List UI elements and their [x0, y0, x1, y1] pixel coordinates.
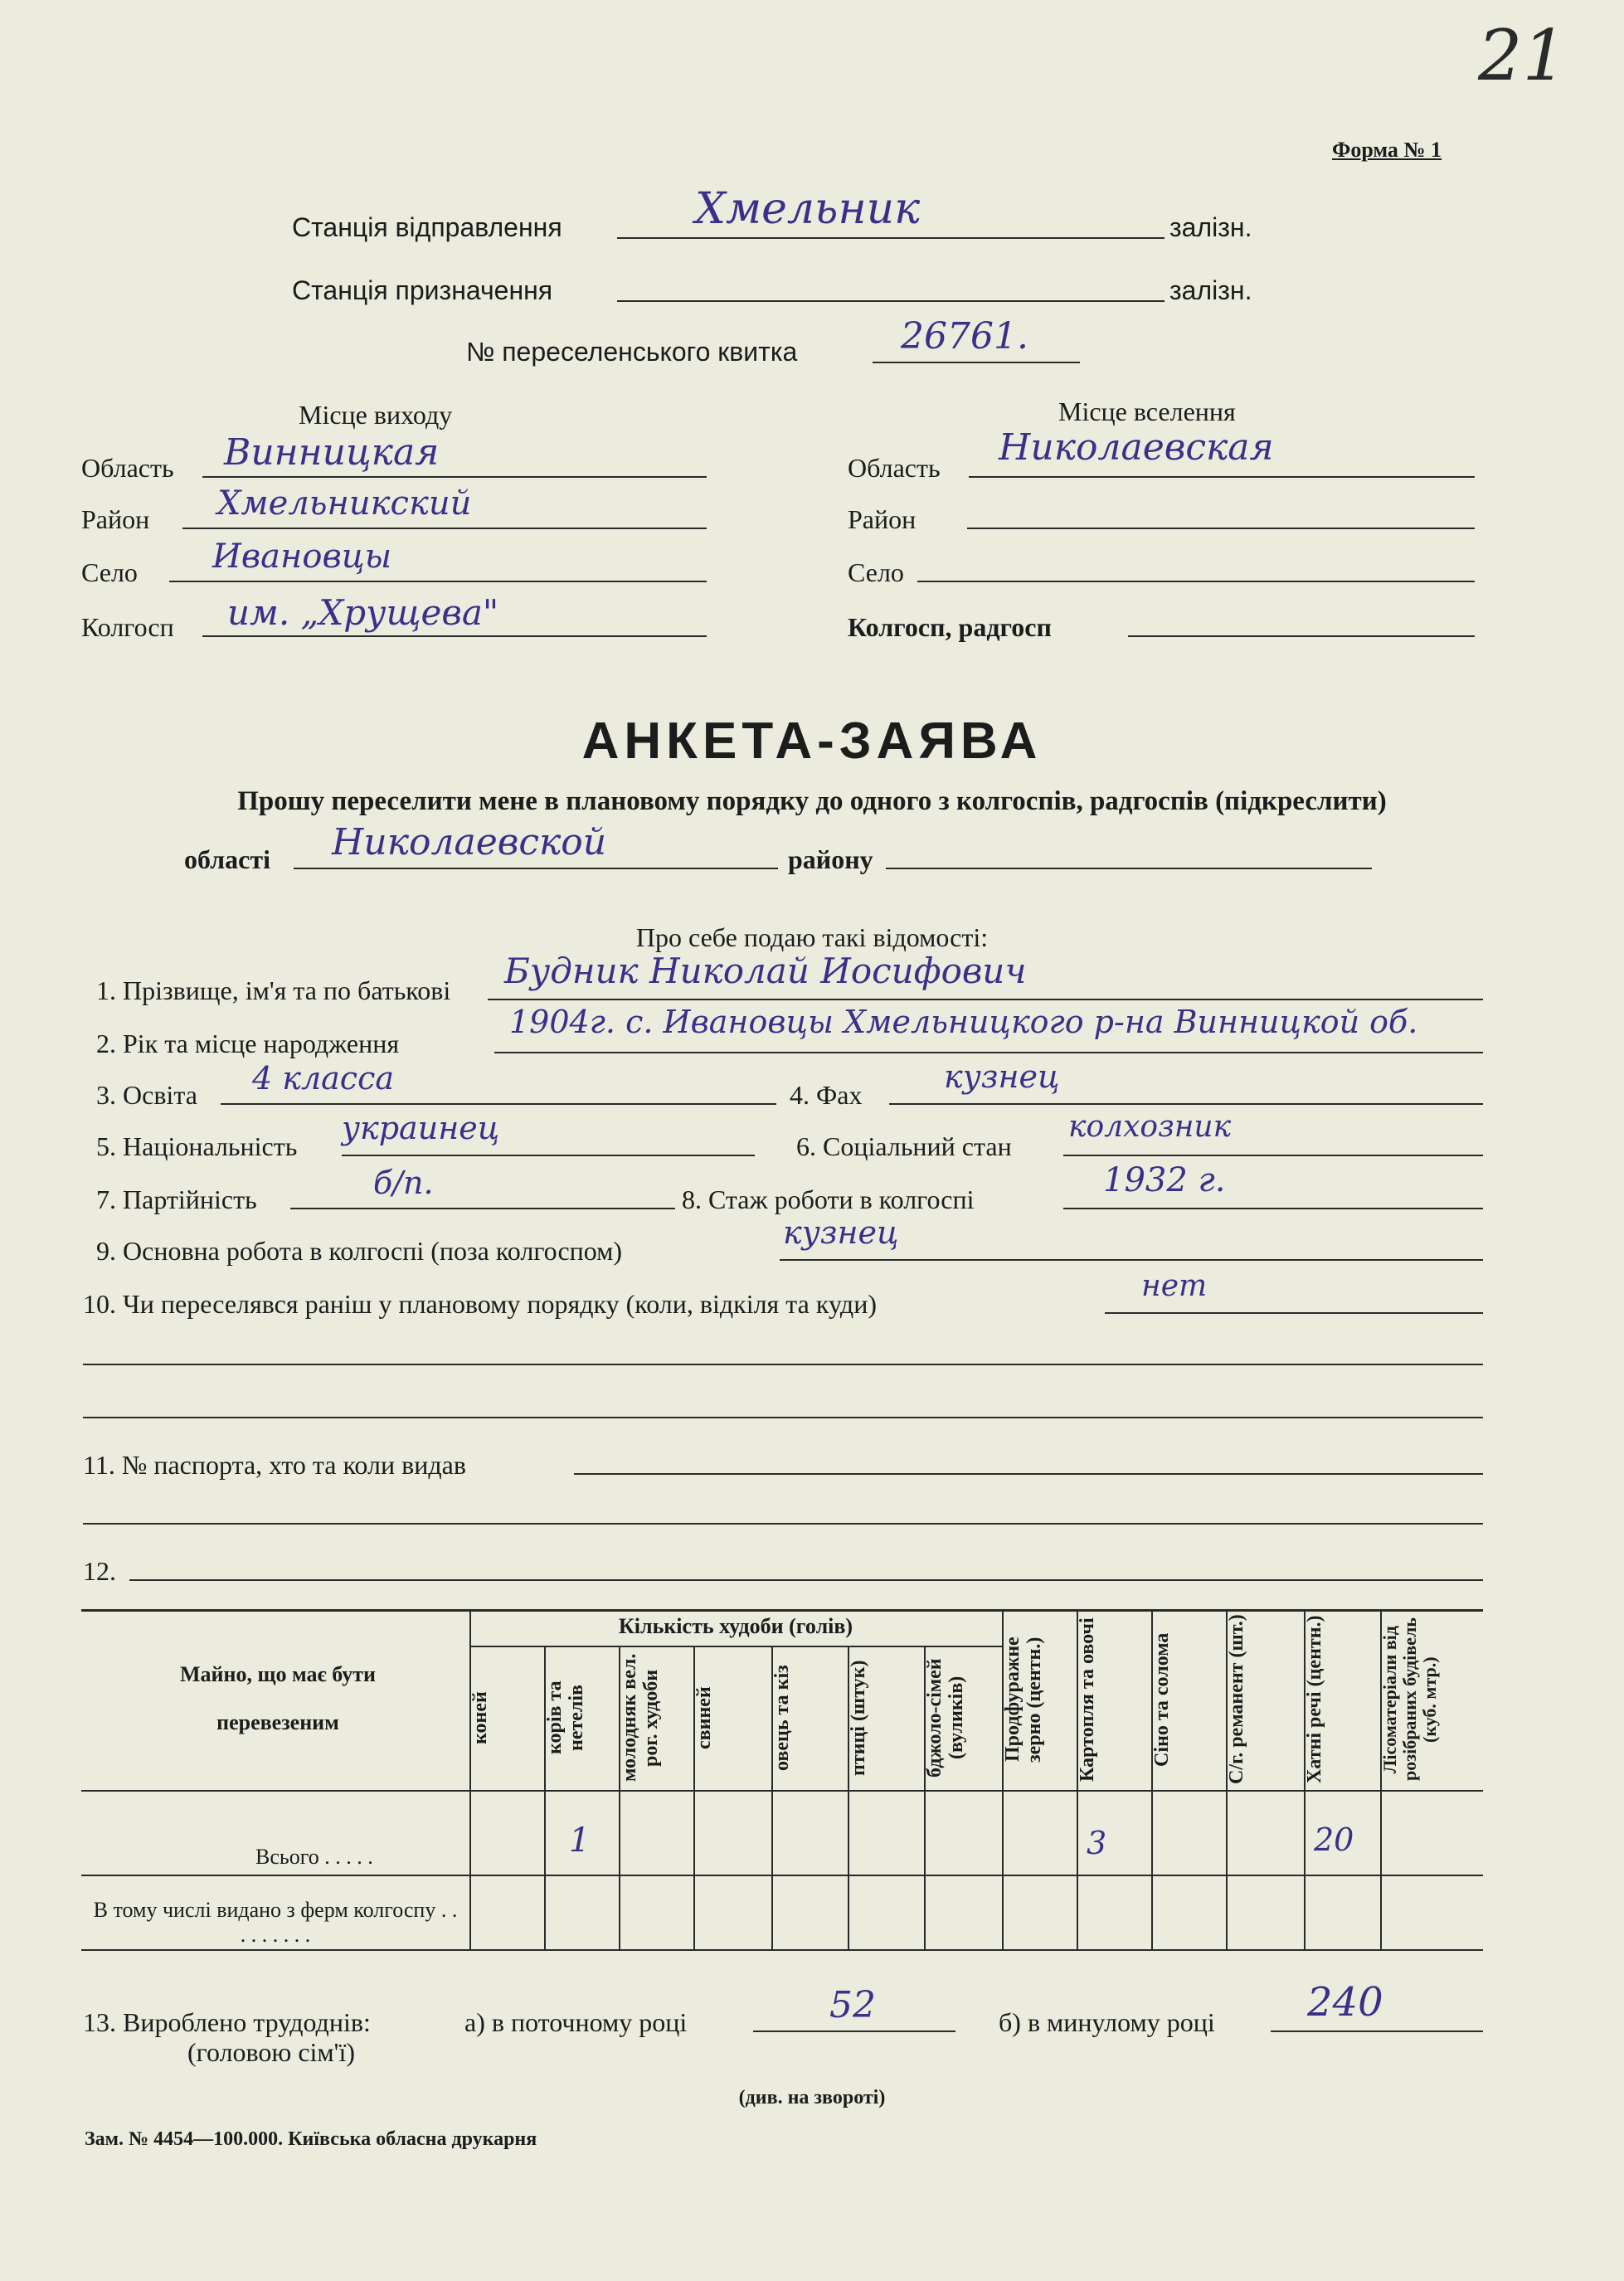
- field-4-value: кузнец: [944, 1058, 1060, 1095]
- departure-station-value: Хмельник: [695, 184, 921, 234]
- field-10-line: [1105, 1312, 1483, 1314]
- col-timber: Лісоматеріали від розібраних будівель (куб. мтр.): [1379, 1617, 1440, 1782]
- field-8-line: [1063, 1208, 1483, 1209]
- workdays-current-label: а) в поточному році: [464, 2007, 688, 2037]
- col-beehives: бджоло-сімей (вуликів): [924, 1658, 967, 1778]
- printer-note: Зам. № 4454—100.000. Київська обласна друкарня: [85, 2128, 537, 2150]
- rail-suffix-1: залізн.: [1169, 212, 1252, 242]
- col-household: Хатні речі (центн.): [1304, 1615, 1325, 1784]
- destination-raion-label: Район: [848, 504, 917, 534]
- field-2-line: [494, 1052, 1483, 1053]
- origin-selo-line: [169, 581, 707, 582]
- field-6-value: колхозник: [1068, 1110, 1232, 1144]
- workdays-current-value: 52: [829, 1984, 876, 2026]
- total-row-label: [255, 1845, 373, 1870]
- field-1-label: 1. Прізвище, ім'я та по батькові: [96, 975, 451, 1005]
- arrival-station-label: Станція призначення: [292, 275, 553, 305]
- total-potatoes-value: 3: [1087, 1825, 1107, 1861]
- field-5-line: [342, 1155, 755, 1156]
- col-implements: С/г. реманент (шт.): [1226, 1614, 1247, 1785]
- col-horses: коней: [469, 1691, 491, 1744]
- property-label: Майно, що має бути перевезеним: [180, 1662, 376, 1734]
- col-grain: Продфуражне зерно (центн.): [1002, 1637, 1045, 1763]
- workdays-label: 13. Вироблено трудоднів:: [83, 2007, 371, 2037]
- field-7-value: б/п.: [373, 1165, 434, 1201]
- col-sheep-goats: овець та кіз: [771, 1665, 793, 1771]
- total-cows-value: 1: [569, 1821, 591, 1860]
- field-5-value: украинец: [342, 1110, 500, 1146]
- origin-selo-label: Село: [81, 557, 138, 587]
- workdays-last-value: 240: [1307, 1979, 1383, 2026]
- departure-station-label: Станція відправлення: [292, 212, 562, 242]
- origin-raion-line: [182, 528, 707, 529]
- departure-station-line: [617, 237, 1165, 239]
- field-12-label: 12.: [83, 1556, 116, 1586]
- col-young-cattle: молодняк вел. рог. худоби: [619, 1653, 662, 1782]
- field-1-value: Будник Николай Иосифович: [504, 951, 1027, 991]
- rail-suffix-2: залізн.: [1169, 275, 1252, 305]
- request-oblast-value: Николаевской: [332, 821, 607, 863]
- field-2-value: 1904г. с. Ивановцы Хмельницкого р-на Винницкой об.: [509, 1004, 1418, 1040]
- destination-oblast-value: Николаевская: [999, 426, 1274, 469]
- field-12-line: [129, 1579, 1483, 1581]
- origin-selo-value: Ивановцы: [212, 537, 392, 576]
- ticket-value: 26761.: [901, 315, 1028, 357]
- request-raion-line: [886, 868, 1372, 869]
- field-6-label: 6. Соціальний стан: [796, 1131, 1012, 1161]
- total-label-dots: . . . . .: [324, 1845, 373, 1869]
- field-10-extra-line-2: [83, 1417, 1483, 1418]
- farm-row-label: [93, 1898, 458, 1948]
- arrival-station-line: [617, 300, 1165, 302]
- field-5-label: 5. Національність: [96, 1131, 298, 1161]
- field-11-extra-line: [83, 1523, 1483, 1525]
- field-9-value: кузнец: [783, 1214, 899, 1251]
- destination-selo-line: [917, 581, 1475, 582]
- col-pigs: свиней: [693, 1686, 715, 1749]
- field-9-line: [780, 1259, 1483, 1261]
- destination-oblast-label: Область: [848, 453, 941, 483]
- destination-kolhosp-line: [1128, 635, 1475, 637]
- destination-oblast-line: [969, 476, 1475, 478]
- workdays-current-line: [753, 2031, 955, 2032]
- destination-raion-line: [967, 528, 1475, 529]
- workdays-last-label: б) в минулому році: [999, 2007, 1215, 2037]
- origin-oblast-line: [202, 476, 707, 478]
- workdays-last-line: [1271, 2031, 1483, 2032]
- origin-kolhosp-line: [202, 635, 707, 637]
- field-6-line: [1063, 1155, 1483, 1156]
- request-text: Прошу переселити мене в плановому порядку до одного з колгоспів, радгоспів (підкреслити): [237, 786, 1387, 816]
- field-4-label: 4. Фах: [790, 1080, 863, 1110]
- field-3-value: 4 класса: [252, 1060, 395, 1097]
- total-label-text: Всього: [255, 1845, 319, 1869]
- table-header-bottom: [81, 1790, 1483, 1792]
- request-oblast-label: області: [184, 844, 270, 874]
- col-hay: Сіно та солома: [1151, 1632, 1173, 1767]
- destination-heading: Місце вселення: [1058, 396, 1236, 426]
- field-3-label: 3. Освіта: [96, 1080, 197, 1110]
- origin-raion-value: Хмельникский: [217, 484, 472, 523]
- destination-selo-label: Село: [848, 557, 904, 587]
- ticket-label: № переселенського квитка: [466, 337, 798, 367]
- field-10-value: нет: [1141, 1269, 1208, 1303]
- origin-raion-label: Район: [81, 504, 150, 534]
- origin-kolhosp-value: им. „Хрущева": [227, 592, 499, 633]
- field-3-line: [221, 1103, 776, 1105]
- info-heading: Про себе подаю такі відомості:: [635, 922, 989, 952]
- col-potatoes: Картопля та овочі: [1077, 1617, 1098, 1782]
- destination-kolhosp-label: Колгосп, радгосп: [848, 612, 1052, 642]
- field-8-value: 1932 г.: [1103, 1161, 1226, 1199]
- origin-heading: Місце виходу: [299, 400, 453, 430]
- col-poultry: птиці (штук): [848, 1660, 869, 1776]
- origin-oblast-value: Винницкая: [224, 431, 440, 474]
- request-oblast-line: [294, 868, 778, 869]
- field-2-label: 2. Рік та місце народження: [96, 1029, 400, 1058]
- sheet-number: 21: [1478, 15, 1567, 96]
- farm-label-dots: . . . . . . . . .: [240, 1898, 458, 1947]
- field-11-label: 11. № паспорта, хто та коли видав: [83, 1450, 466, 1480]
- field-8-label: 8. Стаж роботи в колгоспі: [682, 1184, 975, 1214]
- farm-label-text: В тому числі видано з ферм колгоспу: [93, 1898, 436, 1922]
- col-cows: корів та нетелів: [544, 1680, 587, 1755]
- workdays-sublabel: (головою сім'ї): [187, 2037, 355, 2067]
- field-4-line: [889, 1103, 1483, 1105]
- total-household-value: 20: [1314, 1821, 1354, 1858]
- table-top-border: [81, 1609, 1483, 1612]
- field-7-label: 7. Партійність: [96, 1184, 257, 1214]
- total-row-bottom: [81, 1875, 1483, 1876]
- field-1-line: [488, 999, 1483, 1000]
- field-7-line: [290, 1208, 675, 1209]
- field-9-label: 9. Основна робота в колгоспі (поза колгоспом): [96, 1236, 623, 1266]
- ticket-line: [873, 362, 1080, 363]
- field-10-label: 10. Чи переселявся раніш у плановому порядку (коли, відкіля та куди): [83, 1289, 877, 1319]
- request-raion-label: району: [788, 844, 873, 874]
- table-bottom-border: [81, 1949, 1483, 1951]
- reverse-note: (див. на звороті): [738, 2087, 886, 2108]
- origin-kolhosp-label: Колгосп: [81, 612, 174, 642]
- origin-oblast-label: Область: [81, 453, 174, 483]
- field-10-extra-line-1: [83, 1364, 1483, 1365]
- field-11-line: [574, 1473, 1483, 1475]
- livestock-header: Кількість худоби (голів): [618, 1614, 853, 1638]
- form-label: Форма № 1: [1332, 138, 1442, 162]
- livestock-header-rule: [469, 1646, 1002, 1647]
- document-title: АНКЕТА-ЗАЯВА: [581, 713, 1043, 770]
